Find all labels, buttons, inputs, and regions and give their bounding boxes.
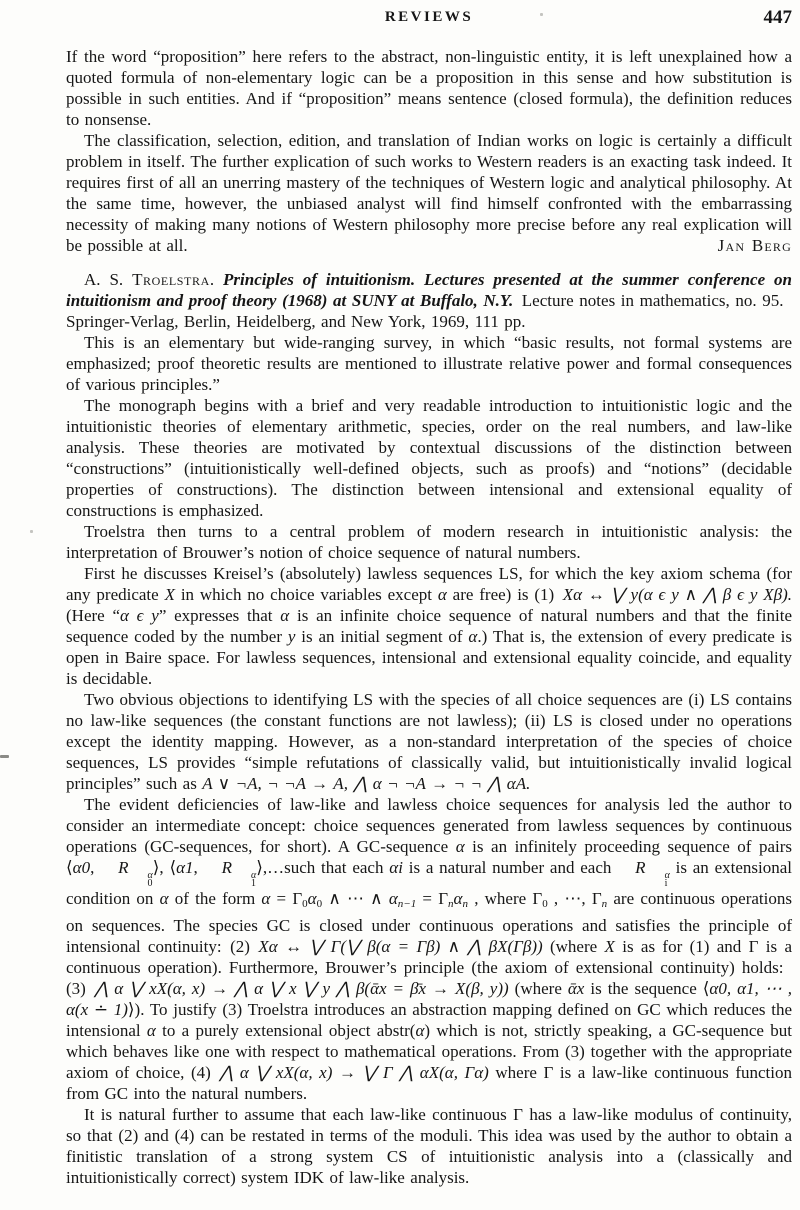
berg-conclusion-paragraph: The classification, selection, edition, and translation of Indian works on logic is certainly a difficult problem in itself. The further explication of such works to Western readers is an exacting task indeed. It requires first of all an unerring mastery of the techniques of Western logic and analytical philosophy. At the same time, however, the unbiased analyst will find himself confronted with the embarrassing necessity of making many notions of Western philosophy more precise before any real explication will be possible at all. Jan Berg <box>66 131 792 255</box>
page-number: 447 <box>763 7 792 28</box>
review-text <box>66 46 792 1188</box>
objections-paragraph: Two obvious objections to identifying LS with the species of all choice sequences are (i) LS contains no law-like sequences (the constant functions are not lawless); (ii) LS is closed under no operations except the identity mapping. However, as a non-standard interpretation of the species of choice sequences, LS provides “simple refutations of classically valid, but intuitionistically invalid logical principles” such as A ∨ ¬A, ¬ ¬A → A, ⋀ α ¬ ¬A → ¬ ¬ ⋀ αA. <box>66 690 792 793</box>
reviewer-signature: Jan Berg <box>717 236 792 255</box>
lawless-sequences-paragraph: First he discusses Kreisel’s (absolutely) lawless sequences LS, for which the key axiom schema (for any predicate X in which no choice variables except α are free) is (1) Xα ↔ ⋁ y(α ϵ y ∧ ⋀ β ϵ y Xβ). (Here “α ϵ y” expresses that α is an infinite choice sequence of natural numbers and that the finite sequence coded by the number y is an initial segment of α.) That is, the extension of every predicate is open in Baire space. For lawless sequences, intensional and extensional equality coincide, and equality is decidable. <box>66 564 793 688</box>
intro-paragraph: If the word “proposition” here refers to the abstract, non-linguistic entity, it is left unexplained how a quoted formula of non-elementary logic can be a proposition in this sense and how substitution is possible in such entities. And if “proposition” means sentence (closed formula), the definition reduces to nonsense. <box>66 47 792 129</box>
scan-speck <box>540 13 543 16</box>
scan-speck <box>0 755 9 758</box>
moduli-paragraph: It is natural further to assume that each law-like continuous Γ has a law-like modulus of continuity, so that (2) and (4) can be restated in terms of the moduli. This idea was used by the author to obtain a finitistic translation of a strong system CS of intuitionistic analysis into a (classically and intuitionistically correct) system IDK of law-like analysis. <box>66 1105 792 1187</box>
scan-speck <box>30 530 33 533</box>
gc-sequences-paragraph: The evident deficiencies of law-like and lawless choice sequences for analysis led the author to consider an intermediate concept: choice sequences generated from lawless sequences by continuous operations (GC-sequences, for short). A GC-sequence α is an infinitely proceeding sequence of pairs ⟨α0, R α 0 ⟩, ⟨α1, R α 1 ⟩,…such that each αi is a natural number and each R α i is an extensional condition on α of the form $\alpha = \Gamma_0\alpha_0$ ∧ ⋯ ∧ αn−1 = Γnαn , where $\Gamma_0$ , ⋯, Γn are continuous operations on sequences. The species GC is closed under continuous operations and satisfies the principle of intensional continuity: (2) Xα ↔ ⋁ Γ(⋁ β(α = Γβ) ∧ ⋀ βX(Γβ)) (where X is as for (1) and Γ is a continuous operation). Furthermore, Brouwer’s principle (the axiom of extensional continuity) holds: (3) ⋀ α ⋁ xX(α, x) → ⋀ α ⋁ x ⋁ y ⋀ β(ᾱx = β̄x → X(β, y)) (where ᾱx is the sequence ⟨α0, α1, ⋯ , α(x ∸ 1)⟩). To justify (3) Troelstra introduces an abstraction mapping defined on GC which reduces the intensional α to a purely extensional object abstr(α) which is not, strictly speaking, a GC-sequence but which behaves like one with respect to mathematical operations. From (3) together with the appropriate axiom of choice, (4) ⋀ α ⋁ xX(α, x) → ⋁ Γ ⋀ αX(α, Γα) where Γ is a law-like continuous function from GC into the natural numbers. <box>66 795 793 1103</box>
page-header <box>66 7 792 29</box>
troelstra-citation: A. S. Troelstra. Principles of intuitionism. Lectures presented at the summer conference on intuitionism and proof theory (1968) at SUNY at Buffalo, N.Y. Lecture notes in mathematics, no. 95. Springer-Verlag, Berlin, Heidelberg, and New York, 1969, 111 pp. <box>66 270 792 331</box>
running-title: REVIEWS <box>384 9 474 25</box>
monograph-intro-paragraph: The monograph begins with a brief and very readable introduction to intuitionistic logic and the intuitionistic theories of elementary arithmetic, species, order on the real numbers, and law-like analysis. These theories are motivated by contextual discussions of the distinction between “constructions” (intuitionistically well-defined objects, such as proofs) and “notions” (decidable properties of constructions). The distinction between intensional and extensional equality of constructions is emphasized. <box>66 396 792 520</box>
survey-quote-paragraph: This is an elementary but wide-ranging survey, in which “basic results, not formal systems are emphasized; proof theoretic results are mentioned to illustrate relative power and formal consequences of various principles.” <box>66 333 792 394</box>
central-problem-paragraph: Troelstra then turns to a central problem of modern research in intuitionistic analysis: the interpretation of Brouwer’s notion of choice sequence of natural numbers. <box>66 522 792 562</box>
